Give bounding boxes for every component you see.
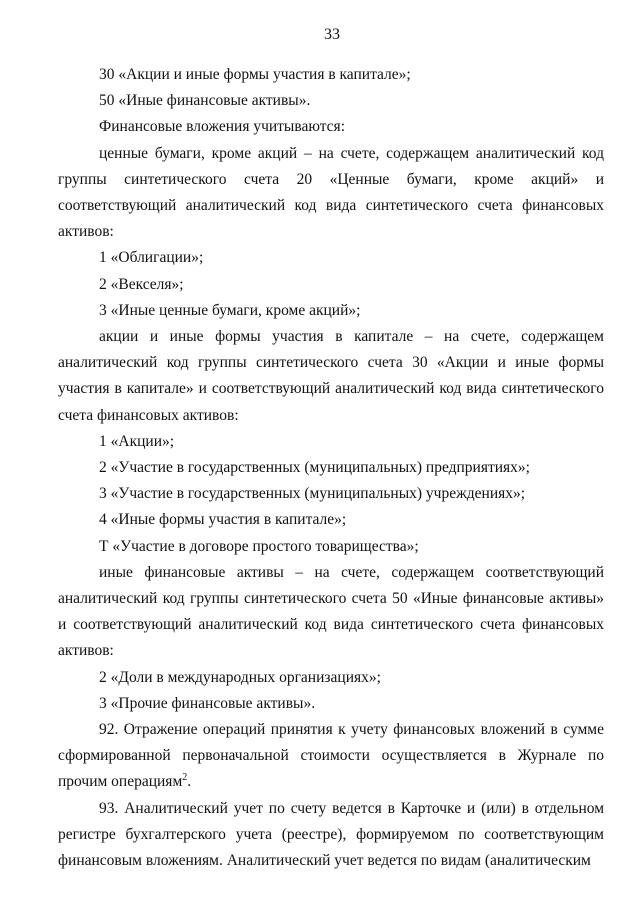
paragraph: акции и иные формы участия в капитале – на счете, содержащем аналитический код группы синтетического счета 30 «Акции и иные формы участия в капитале» и соответствующий аналитический код вида синтетического счета финансовых активов: xyxy=(58,328,604,424)
paragraph: иные финансовые активы – на счете, содержащем соответствующий аналитический код группы синтетического счета 50 «Иные финансовые активы» и соответствующий аналитический код вида синтетического счета финансовых активов: xyxy=(58,563,604,660)
text-line: Финансовые вложения учитываются: xyxy=(99,118,345,136)
document-body xyxy=(58,62,604,874)
paragraph-92-text: 92. Отражение операций принятия к учету финансовых вложений в сумме сформированной первоначальной стоимости осуществляется в Журнале по прочим операциям xyxy=(58,721,604,791)
list-item: 2 «Векселя»; xyxy=(99,275,184,293)
list-item: 2 «Доли в международных организациях»; xyxy=(99,668,381,686)
list-item: 4 «Иные формы участия в капитале»; xyxy=(99,511,347,529)
list-item: 1 «Акции»; xyxy=(99,432,175,450)
paragraph-93: 93. Аналитический учет по счету ведется в Карточке и (или) в отдельном регистре бухгалтерского учета (реестре), формируемом по соответствующим финансовым вложениям. Аналитический учет ведется по видам (аналитическим xyxy=(58,799,604,870)
text-line: 50 «Иные финансовые активы». xyxy=(99,92,311,110)
list-item: 3 «Иные ценные бумаги, кроме акций»; xyxy=(99,301,361,319)
list-item: Т «Участие в договоре простого товарищества»; xyxy=(99,537,419,555)
paragraph-92-end: . xyxy=(187,773,192,791)
paragraph: ценные бумаги, кроме акций – на счете, содержащем аналитический код группы синтетического счета 20 «Ценные бумаги, кроме акций» и соответствующий аналитический код вида синтетического счета финансовых активов: xyxy=(58,144,604,241)
page-number: 33 xyxy=(324,26,340,43)
text-line: 30 «Акции и иные формы участия в капитале»; xyxy=(99,66,411,83)
list-item: 3 «Прочие финансовые активы». xyxy=(99,694,316,712)
list-item: 2 «Участие в государственных (муниципальных) предприятиях»; xyxy=(99,459,530,477)
footnote-reference: 2 xyxy=(182,772,188,784)
paragraph-92 xyxy=(58,717,604,796)
list-item: 3 «Участие в государственных (муниципальных) учреждениях»; xyxy=(99,485,526,503)
list-item: 1 «Облигации»; xyxy=(99,249,204,267)
